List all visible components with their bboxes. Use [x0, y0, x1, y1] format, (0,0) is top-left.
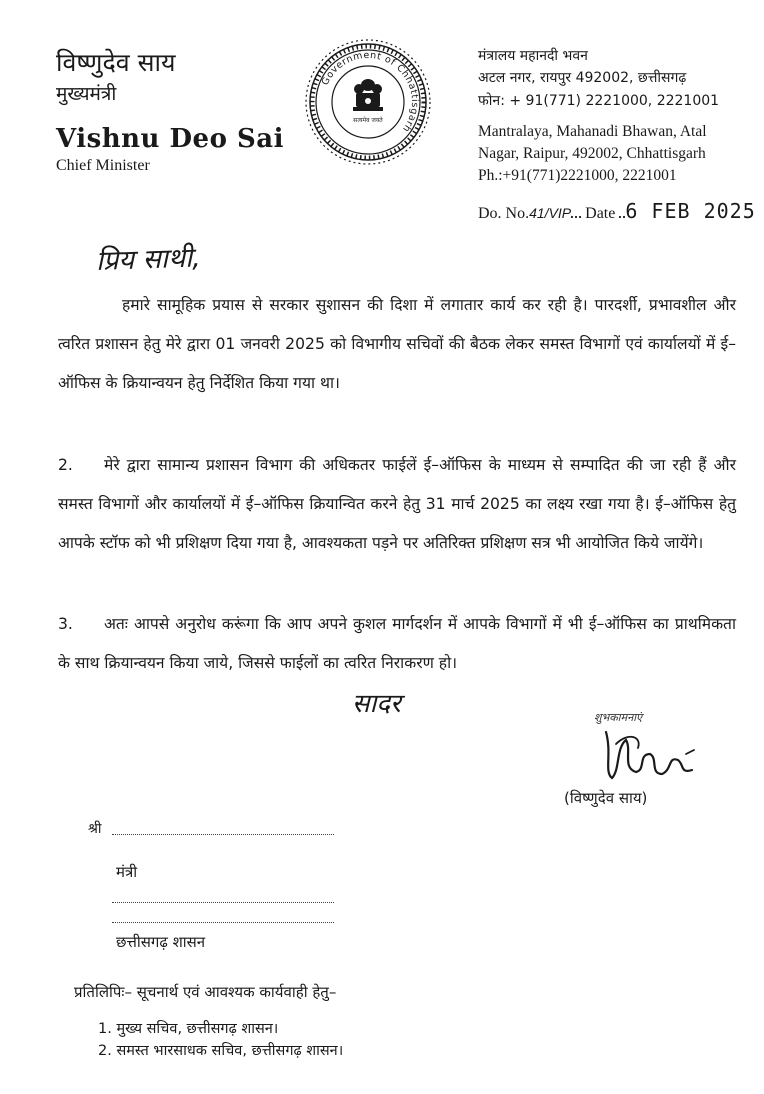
salutation: प्रिय साथी,	[95, 242, 202, 277]
addressee-name-blank	[112, 834, 334, 835]
copy-to-item-2: 2. समस्त भारसाधक सचिव, छत्तीसगढ़ शासन।	[98, 1043, 344, 1059]
emblem-ring-text: Government of Chhattisgarh	[319, 49, 421, 135]
do-number-label: Do. No.	[478, 205, 530, 222]
date-stamp: 6 FEB 2025	[625, 199, 756, 223]
signature-greeting: शुभकामनाएं	[594, 711, 643, 724]
paragraph-2-text: मेरे द्वारा सामान्य प्रशासन विभाग की अधिकतर फाईलें ई–ऑफिस के माध्यम से सम्पादित की जा रही हैं और समस्त विभागों और कार्यालयों में ई–ऑफिस क्रियान्वित करने हेतु 31 मार्च 2025 का लक्ष्य रखा गया है। ई–ऑफिस हेतु आपके स्टॉफ को भी प्रशिक्षण दिया गया है, आवश्यकता पड़ने पर अतिरिक्त प्रशिक्षण सत्र भी आयोजित किये जायेंगे।	[58, 456, 736, 552]
government-emblem-seal	[304, 38, 432, 166]
address-english-line-2: Nagar, Raipur, 492002, Chhattisgarh	[478, 145, 706, 162]
paragraph-2-number: 2.	[58, 456, 73, 474]
address-hindi-line-2: अटल नगर, रायपुर 492002, छत्तीसगढ़	[478, 70, 687, 86]
letterhead-name-hindi: विष्णुदेव साय	[56, 48, 176, 77]
handwritten-signature	[598, 724, 698, 786]
address-hindi-phone: फोन: + 91(771) 2221000, 2221001	[478, 93, 720, 109]
address-english-line-1: Mantralaya, Mahanadi Bhawan, Atal	[478, 123, 707, 140]
paragraph-3-number: 3.	[58, 615, 73, 633]
date-label: Date	[585, 205, 616, 222]
paragraph-3-text: अतः आपसे अनुरोध करूंगा कि आप अपने कुशल मार्गदर्शन में आपके विभागों में भी ई–ऑफिस का प्राथमिकता के साथ क्रियान्वयन किया जाये, जिससे फाईलों का त्वरित निराकरण हो।	[58, 615, 736, 672]
paragraph-3	[58, 605, 736, 683]
reference-line	[478, 196, 756, 229]
signer-name: (विष्णुदेव साय)	[564, 789, 648, 807]
letterhead-name-english: Vishnu Deo Sai	[56, 124, 284, 154]
addressee-prefix: श्री	[88, 821, 102, 837]
copy-to-heading: प्रतिलिपिः– सूचनार्थ एवं आवश्यक कार्यवाही हेतु–	[74, 983, 337, 1001]
addressee-department-blank-1	[112, 902, 334, 903]
paragraph-2	[58, 446, 736, 563]
letterhead-title-english: Chief Minister	[56, 157, 150, 174]
emblem-motto: सत्यमेव जयते	[353, 117, 383, 124]
do-number-value: 41/VIP	[529, 205, 572, 221]
addressee-government: छत्तीसगढ़ शासन	[116, 933, 206, 951]
letterhead-title-hindi: मुख्यमंत्री	[56, 83, 117, 105]
addressee-designation: मंत्री	[116, 863, 138, 881]
copy-to-item-1: 1. मुख्य सचिव, छत्तीसगढ़ शासन।	[98, 1021, 279, 1037]
closing-handwritten: सादर	[352, 689, 401, 719]
paragraph-1: हमारे सामूहिक प्रयास से सरकार सुशासन की दिशा में लगातार कार्य कर रही है। पारदर्शी, प्रभावशील और त्वरित प्रशासन हेतु मेरे द्वारा 01 जनवरी 2025 को विभागीय सचिवों की बैठक लेकर समस्त विभागों एवं कार्यालयों में ई–ऑफिस के क्रियान्वयन हेतु निर्देशित किया गया था।	[58, 296, 736, 392]
addressee-department-blank-2	[112, 922, 334, 923]
address-english-phone: Ph.:+91(771)2221000, 2221001	[478, 167, 677, 184]
address-hindi-line-1: मंत्रालय महानदी भवन	[478, 48, 588, 64]
